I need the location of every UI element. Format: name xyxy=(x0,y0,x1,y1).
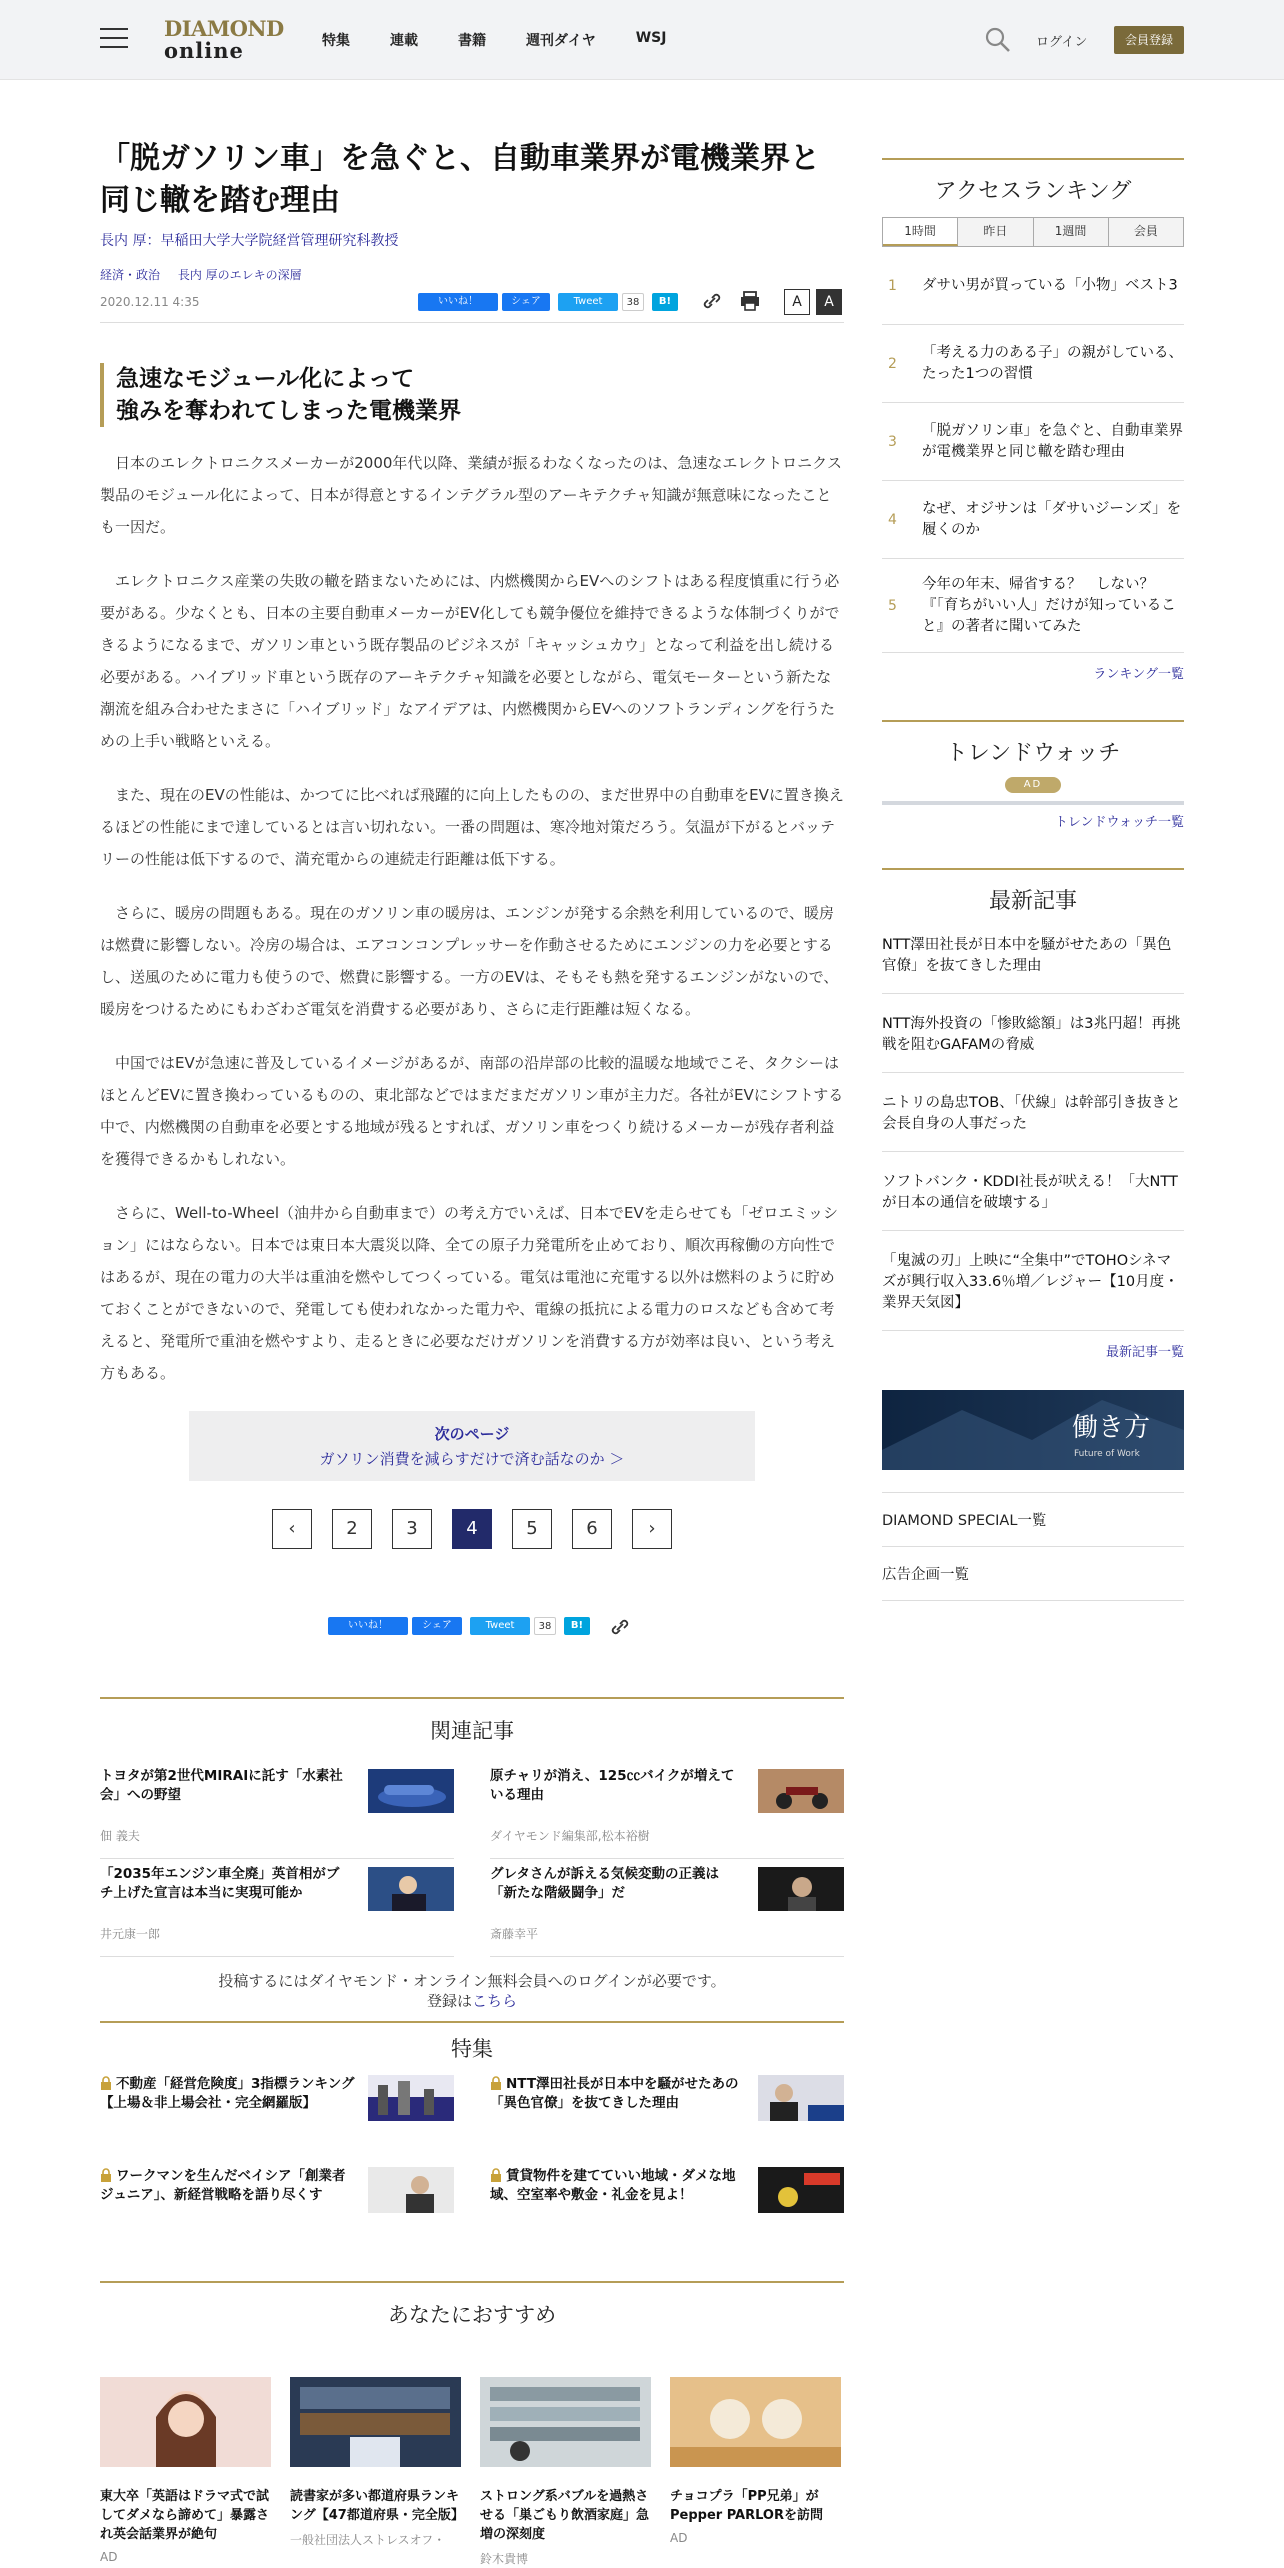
ad-badge: AD xyxy=(1005,777,1061,793)
next-page-button[interactable]: › xyxy=(632,1509,672,1549)
article-title: 「脱ガソリン車」を急ぐと、自動車業界が電機業界と同じ轍を踏む理由 xyxy=(100,141,820,218)
banner-subtitle: Future of Work xyxy=(1074,1449,1140,1459)
related-list xyxy=(100,1761,844,1957)
page-button-5[interactable]: 5 xyxy=(512,1509,552,1549)
ranking-item[interactable] xyxy=(882,559,1184,653)
feature-item[interactable] xyxy=(490,2167,844,2235)
pagination xyxy=(100,1509,844,1549)
category-link[interactable]: 経済・政治 xyxy=(100,268,161,282)
related-heading: 関連記事 xyxy=(100,1697,844,1745)
tweet-count: 38 xyxy=(534,1617,556,1635)
article-paragraph: 日本のエレクトロニクスメーカーが2000年代以降、業績が振るわなくなったのは、急速なエレクトロニクス製品のモジュール化によって、日本が得意とするインテグラル型のアーキテクチャ知識が無意味になったことも一因だ。 xyxy=(100,454,842,536)
feature-title[interactable]: 不動産「経営危険度」3指標ランキング【上場＆非上場会社・完全網羅版】 xyxy=(100,2076,355,2111)
ranking-item[interactable] xyxy=(882,403,1184,481)
logo-top: DIAMOND xyxy=(164,16,284,41)
recommend-title[interactable]: 東大卒「英語はドラマ式で試してダメなら諦めて」暴露され英会話業界が絶句 xyxy=(100,2489,270,2542)
ranking-tabs xyxy=(882,217,1184,247)
link-icon[interactable] xyxy=(700,289,724,313)
article-meta xyxy=(100,289,844,323)
ranking-heading: アクセスランキング xyxy=(882,158,1184,205)
ranking-item[interactable] xyxy=(882,247,1184,325)
menu-icon[interactable] xyxy=(100,28,128,50)
article-paragraph: エレクトロニクス産業の失敗の轍を踏まないためには、内燃機関からEVへのシフトはある程度慎重に行う必要がある。少なくとも、日本の主要自動車メーカーがEV化しても競争優位を維持できるような体制づくりができるようになるまで、ガソリン車という既存製品のビジネスが「キャッシュカウ」となって利益を出し続ける必要がある。ハイブリッド車という既存のアーキテクチャ知識を必要としながら、電気モーターという新たな潮流を組み合わせたまさに「ハイブリッド」なアイデアは、内燃機関からEVへのソフトランディングを行うための上手い戦略といえる。 xyxy=(100,572,840,750)
lock-icon xyxy=(490,2168,502,2182)
comment-login-note xyxy=(100,1971,844,2011)
related-item[interactable] xyxy=(100,1859,454,1957)
recommend-source: AD xyxy=(100,2550,118,2564)
recommend-list xyxy=(100,2377,844,2567)
recommend-image[interactable] xyxy=(100,2377,271,2467)
ranking-number: 3 xyxy=(888,434,897,450)
category-link[interactable]: 長内 厚のエレキの深層 xyxy=(177,268,302,282)
latest-item[interactable]: ソフトバンク・KDDI社長が吠える！「大NTTが日本の通信を破壊する」 xyxy=(882,1152,1184,1231)
recommend-item[interactable] xyxy=(480,2377,651,2567)
ad-project-link[interactable]: 広告企画一覧 xyxy=(882,1547,1184,1601)
font-size-small-button[interactable]: A xyxy=(784,289,810,315)
ranking-number: 2 xyxy=(888,356,897,372)
search-icon[interactable] xyxy=(984,26,1012,54)
facebook-share-button[interactable]: シェア xyxy=(502,293,550,311)
ad-divider xyxy=(882,801,1184,805)
next-page-title[interactable]: ガソリン消費を減らすだけで済む話なのか ＞ xyxy=(319,1450,625,1468)
link-icon[interactable] xyxy=(608,1615,632,1639)
next-page-label: 次のページ xyxy=(434,1425,510,1443)
logo-bottom: online xyxy=(164,38,244,63)
feature-item[interactable] xyxy=(490,2075,844,2143)
nav-item-weekly[interactable]: 週刊ダイヤ xyxy=(526,33,596,49)
lock-icon xyxy=(490,2076,502,2090)
ranking-title[interactable]: 今年の年末、帰省する？ しない？『「育ちがいい人」だけが知っていること』の著者に聞いてみた xyxy=(922,576,1176,634)
latest-item[interactable]: 「鬼滅の刃」上映に“全集中”でTOHOシネマズが興行収入33.6％増／レジャー【10月度・業界天気図】 xyxy=(882,1231,1184,1331)
recommend-item[interactable] xyxy=(290,2377,464,2567)
related-title[interactable]: 原チャリが消え、125㏄バイクが増えている理由 xyxy=(490,1768,735,1803)
page-button-2[interactable]: 2 xyxy=(332,1509,372,1549)
related-author: 斎藤幸平 xyxy=(490,1927,539,1941)
nav-item-wsj[interactable]: WSJ xyxy=(635,30,667,46)
recommend-item[interactable] xyxy=(670,2377,841,2567)
lock-icon xyxy=(100,2076,112,2090)
latest-item[interactable]: NTT澤田社長が日本中を騒がせたあの「異色官僚」を抜てきした理由 xyxy=(882,915,1184,994)
site-header xyxy=(0,0,1284,80)
lock-icon xyxy=(100,2168,112,2182)
tab-1hour[interactable]: 1時間 xyxy=(883,218,958,246)
trend-more-link[interactable]: トレンドウォッチ一覧 xyxy=(1054,815,1184,830)
recommend-source: 鈴木貴博 xyxy=(480,2552,529,2566)
print-icon[interactable] xyxy=(738,289,762,313)
facebook-share-button[interactable]: シェア xyxy=(412,1617,462,1635)
article-author[interactable]: 長内 厚：早稲田大学大学院経営管理研究科教授 xyxy=(100,233,399,249)
recommend-image[interactable] xyxy=(480,2377,651,2467)
recommend-title[interactable]: ストロング系バブルを過熱させる「巣ごもり飲酒家庭」急増の深刻度 xyxy=(480,2489,650,2542)
site-logo[interactable] xyxy=(164,16,284,63)
related-author: 佃 義夫 xyxy=(100,1829,140,1843)
article-paragraph: また、現在のEVの性能は、かつてに比べれば飛躍的に向上したものの、まだ世界中の自動車をEVに置き換えるほどの性能にまで達しているとは言い切れない。一番の問題は、寒冷地対策だろう。気温が下がるとバッテリーの性能は低下するので、満充電からの連続走行距離は低下する。 xyxy=(100,786,844,868)
tweet-button[interactable]: Tweet xyxy=(470,1617,530,1635)
page-button-6[interactable]: 6 xyxy=(572,1509,612,1549)
related-item[interactable] xyxy=(490,1859,844,1957)
nav-item-feature[interactable]: 特集 xyxy=(322,33,350,49)
register-button[interactable]: 会員登録 xyxy=(1114,26,1184,54)
feature-title[interactable]: NTT澤田社長が日本中を騒がせたあの「異色官僚」を抜てきした理由 xyxy=(490,2076,739,2111)
tweet-button[interactable]: Tweet xyxy=(558,293,618,311)
hatena-bookmark-button[interactable]: B! xyxy=(652,293,678,311)
article-paragraph: さらに、暖房の問題もある。現在のガソリン車の暖房は、エンジンが発する余熱を利用しているので、暖房は燃費に影響しない。冷房の場合は、エアコンコンプレッサーを作動させるためにエンジンの力を必要とするし、送風のために電力も使うので、燃費に影響する。一方のEVは、そもそも熱を発するエンジンがないので、暖房をつけるためにもわざわざ電気を消費する必要があり、さらに走行距離は短くなる。 xyxy=(100,904,839,1018)
article-subheading: 急速なモジュール化によって 強みを奪われてしまった電機業界 xyxy=(100,363,844,427)
nav-item-books[interactable]: 書籍 xyxy=(458,33,486,49)
tweet-count: 38 xyxy=(622,293,644,311)
trend-heading: トレンドウォッチ xyxy=(882,720,1184,767)
feature-title[interactable]: 賃貸物件を建てていい地域・ダメな地域、空室率や敷金・礼金を見よ！ xyxy=(490,2168,736,2203)
next-page-box[interactable] xyxy=(189,1411,755,1481)
latest-item[interactable]: NTT海外投資の「惨敗総額」は3兆円超！再挑戦を阻むGAFAMの脅威 xyxy=(882,994,1184,1073)
feature-thumbnail[interactable] xyxy=(758,2167,844,2213)
tab-week[interactable]: 1週間 xyxy=(1034,218,1109,246)
facebook-like-button[interactable]: いいね！ xyxy=(328,1617,408,1635)
recommend-image[interactable] xyxy=(290,2377,461,2467)
related-item[interactable] xyxy=(100,1761,454,1859)
related-item[interactable] xyxy=(490,1761,844,1859)
feature-title[interactable]: ワークマンを生んだベイシア「創業者ジュニア」、新経営戦略を語り尽くす xyxy=(100,2168,346,2203)
article-body xyxy=(100,447,844,1389)
nav-item-series[interactable]: 連載 xyxy=(390,33,418,49)
feature-item[interactable] xyxy=(100,2167,454,2235)
page-button-3[interactable]: 3 xyxy=(392,1509,432,1549)
article-categories xyxy=(100,266,844,283)
latest-more-link[interactable]: 最新記事一覧 xyxy=(1105,1345,1184,1360)
feature-thumbnail[interactable] xyxy=(758,2075,844,2121)
ranking-title[interactable]: 「考える力のある子」の親がしている、たった1つの習慣 xyxy=(922,344,1183,382)
recommend-title[interactable]: チョコプラ「PP兄弟」がPepper PARLORを訪問 xyxy=(670,2489,823,2523)
ranking-number: 5 xyxy=(888,598,897,614)
feature-item[interactable] xyxy=(100,2075,454,2143)
main-nav xyxy=(322,30,706,50)
login-note-text: 投稿するにはダイヤモンド・オンライン無料会員へのログインが必要です。 xyxy=(218,1972,726,1990)
feature-thumbnail[interactable] xyxy=(368,2167,454,2213)
related-title[interactable]: グレタさんが訴える気候変動の正義は「新たな階級闘争」だ xyxy=(490,1866,719,1901)
tab-member[interactable]: 会員 xyxy=(1109,218,1183,246)
related-author: ダイヤモンド編集部,松本裕樹 xyxy=(490,1829,650,1843)
ranking-number: 1 xyxy=(888,278,897,294)
register-link[interactable]: こちら xyxy=(472,1992,518,2010)
bottom-share-bar xyxy=(100,1617,844,1637)
related-thumbnail[interactable] xyxy=(758,1867,844,1911)
related-thumbnail[interactable] xyxy=(368,1867,454,1911)
article-paragraph: さらに、Well-to-Wheel（油井から自動車まで）の考え方でいえば、日本でEVを走らせても「ゼロエミッション」にはならない。日本では東日本大震災以降、全ての原子力発電所を止めており、順次再稼働の方向性ではあるが、現在の電力の大半は重油を燃やしてつくっている。電気は電池に充電する以外は燃料のように貯めておくことができないので、発電しても使われなかった電力や、電線の抵抗による電力のロスなども含めて考えると、発電所で重油を燃やすより、走るときに必要なだけガソリンを消費する方が効率は良い、という考え方もある。 xyxy=(100,1204,839,1382)
ranking-more-link[interactable]: ランキング一覧 xyxy=(1093,667,1184,682)
facebook-like-button[interactable]: いいね！ xyxy=(418,293,498,311)
recommend-item[interactable] xyxy=(100,2377,271,2567)
ranking-item[interactable] xyxy=(882,481,1184,559)
page-button-current[interactable]: 4 xyxy=(452,1509,492,1549)
login-note-prefix: 登録は xyxy=(426,1992,472,2010)
future-of-work-banner[interactable] xyxy=(882,1390,1184,1470)
ranking-title[interactable]: 「脱ガソリン車」を急ぐと、自動車業界が電機業界と同じ轍を踏む理由 xyxy=(922,422,1183,460)
features-heading: 特集 xyxy=(100,2021,844,2063)
hatena-bookmark-button[interactable]: B! xyxy=(564,1617,590,1635)
recommend-heading: あなたにおすすめ xyxy=(100,2281,844,2329)
latest-item[interactable]: ニトリの島忠TOB、「伏線」は幹部引き抜きと会長自身の人事だった xyxy=(882,1073,1184,1152)
recommend-source: 一般社団法人ストレスオフ・ xyxy=(290,2533,446,2547)
ranking-number: 4 xyxy=(888,512,897,528)
related-thumbnail[interactable] xyxy=(368,1769,454,1813)
recommend-source: AD xyxy=(670,2531,688,2545)
tab-yesterday[interactable]: 昨日 xyxy=(958,218,1033,246)
related-thumbnail[interactable] xyxy=(758,1769,844,1813)
login-link[interactable]: ログイン xyxy=(1036,35,1088,50)
prev-page-button[interactable]: ‹ xyxy=(272,1509,312,1549)
banner-title: 働き方 xyxy=(1072,1413,1151,1443)
diamond-special-link[interactable]: DIAMOND SPECIAL一覧 xyxy=(882,1492,1184,1547)
recommend-image[interactable] xyxy=(670,2377,841,2467)
recommend-title[interactable]: 読書家が多い都道府県ランキング【47都道府県・完全版】 xyxy=(290,2489,464,2523)
sidebar xyxy=(882,158,1184,1601)
feature-thumbnail[interactable] xyxy=(368,2075,454,2121)
ranking-title[interactable]: なぜ、オジサンは「ダサいジーンズ」を履くのか xyxy=(922,500,1182,538)
font-size-large-button[interactable]: A xyxy=(816,289,842,315)
ranking-item[interactable] xyxy=(882,325,1184,403)
features-list xyxy=(100,2075,844,2235)
publish-date: 2020.12.11 4:35 xyxy=(100,295,200,309)
related-author: 井元康一郎 xyxy=(100,1927,161,1941)
article xyxy=(100,138,844,2567)
latest-heading: 最新記事 xyxy=(882,868,1184,915)
ranking-title[interactable]: ダサい男が買っている「小物」ベスト3 xyxy=(922,277,1178,293)
article-paragraph: 中国ではEVが急速に普及しているイメージがあるが、南部の沿岸部の比較的温暖な地域でこそ、タクシーはほとんどEVに置き換わっているものの、東北部などではまだまだガソリン車が主力だ。各社がEVにシフトする中で、内燃機関の自動車を必要とする地域が残るとすれば、ガソリン車をつくり続けるメーカーが残存者利益を獲得できるかもしれない。 xyxy=(100,1054,844,1168)
related-title[interactable]: 「2035年エンジン車全廃」英首相がブチ上げた宣言は本当に実現可能か xyxy=(100,1866,340,1901)
related-title[interactable]: トヨタが第2世代MIRAIに託す「水素社会」への野望 xyxy=(100,1768,343,1803)
